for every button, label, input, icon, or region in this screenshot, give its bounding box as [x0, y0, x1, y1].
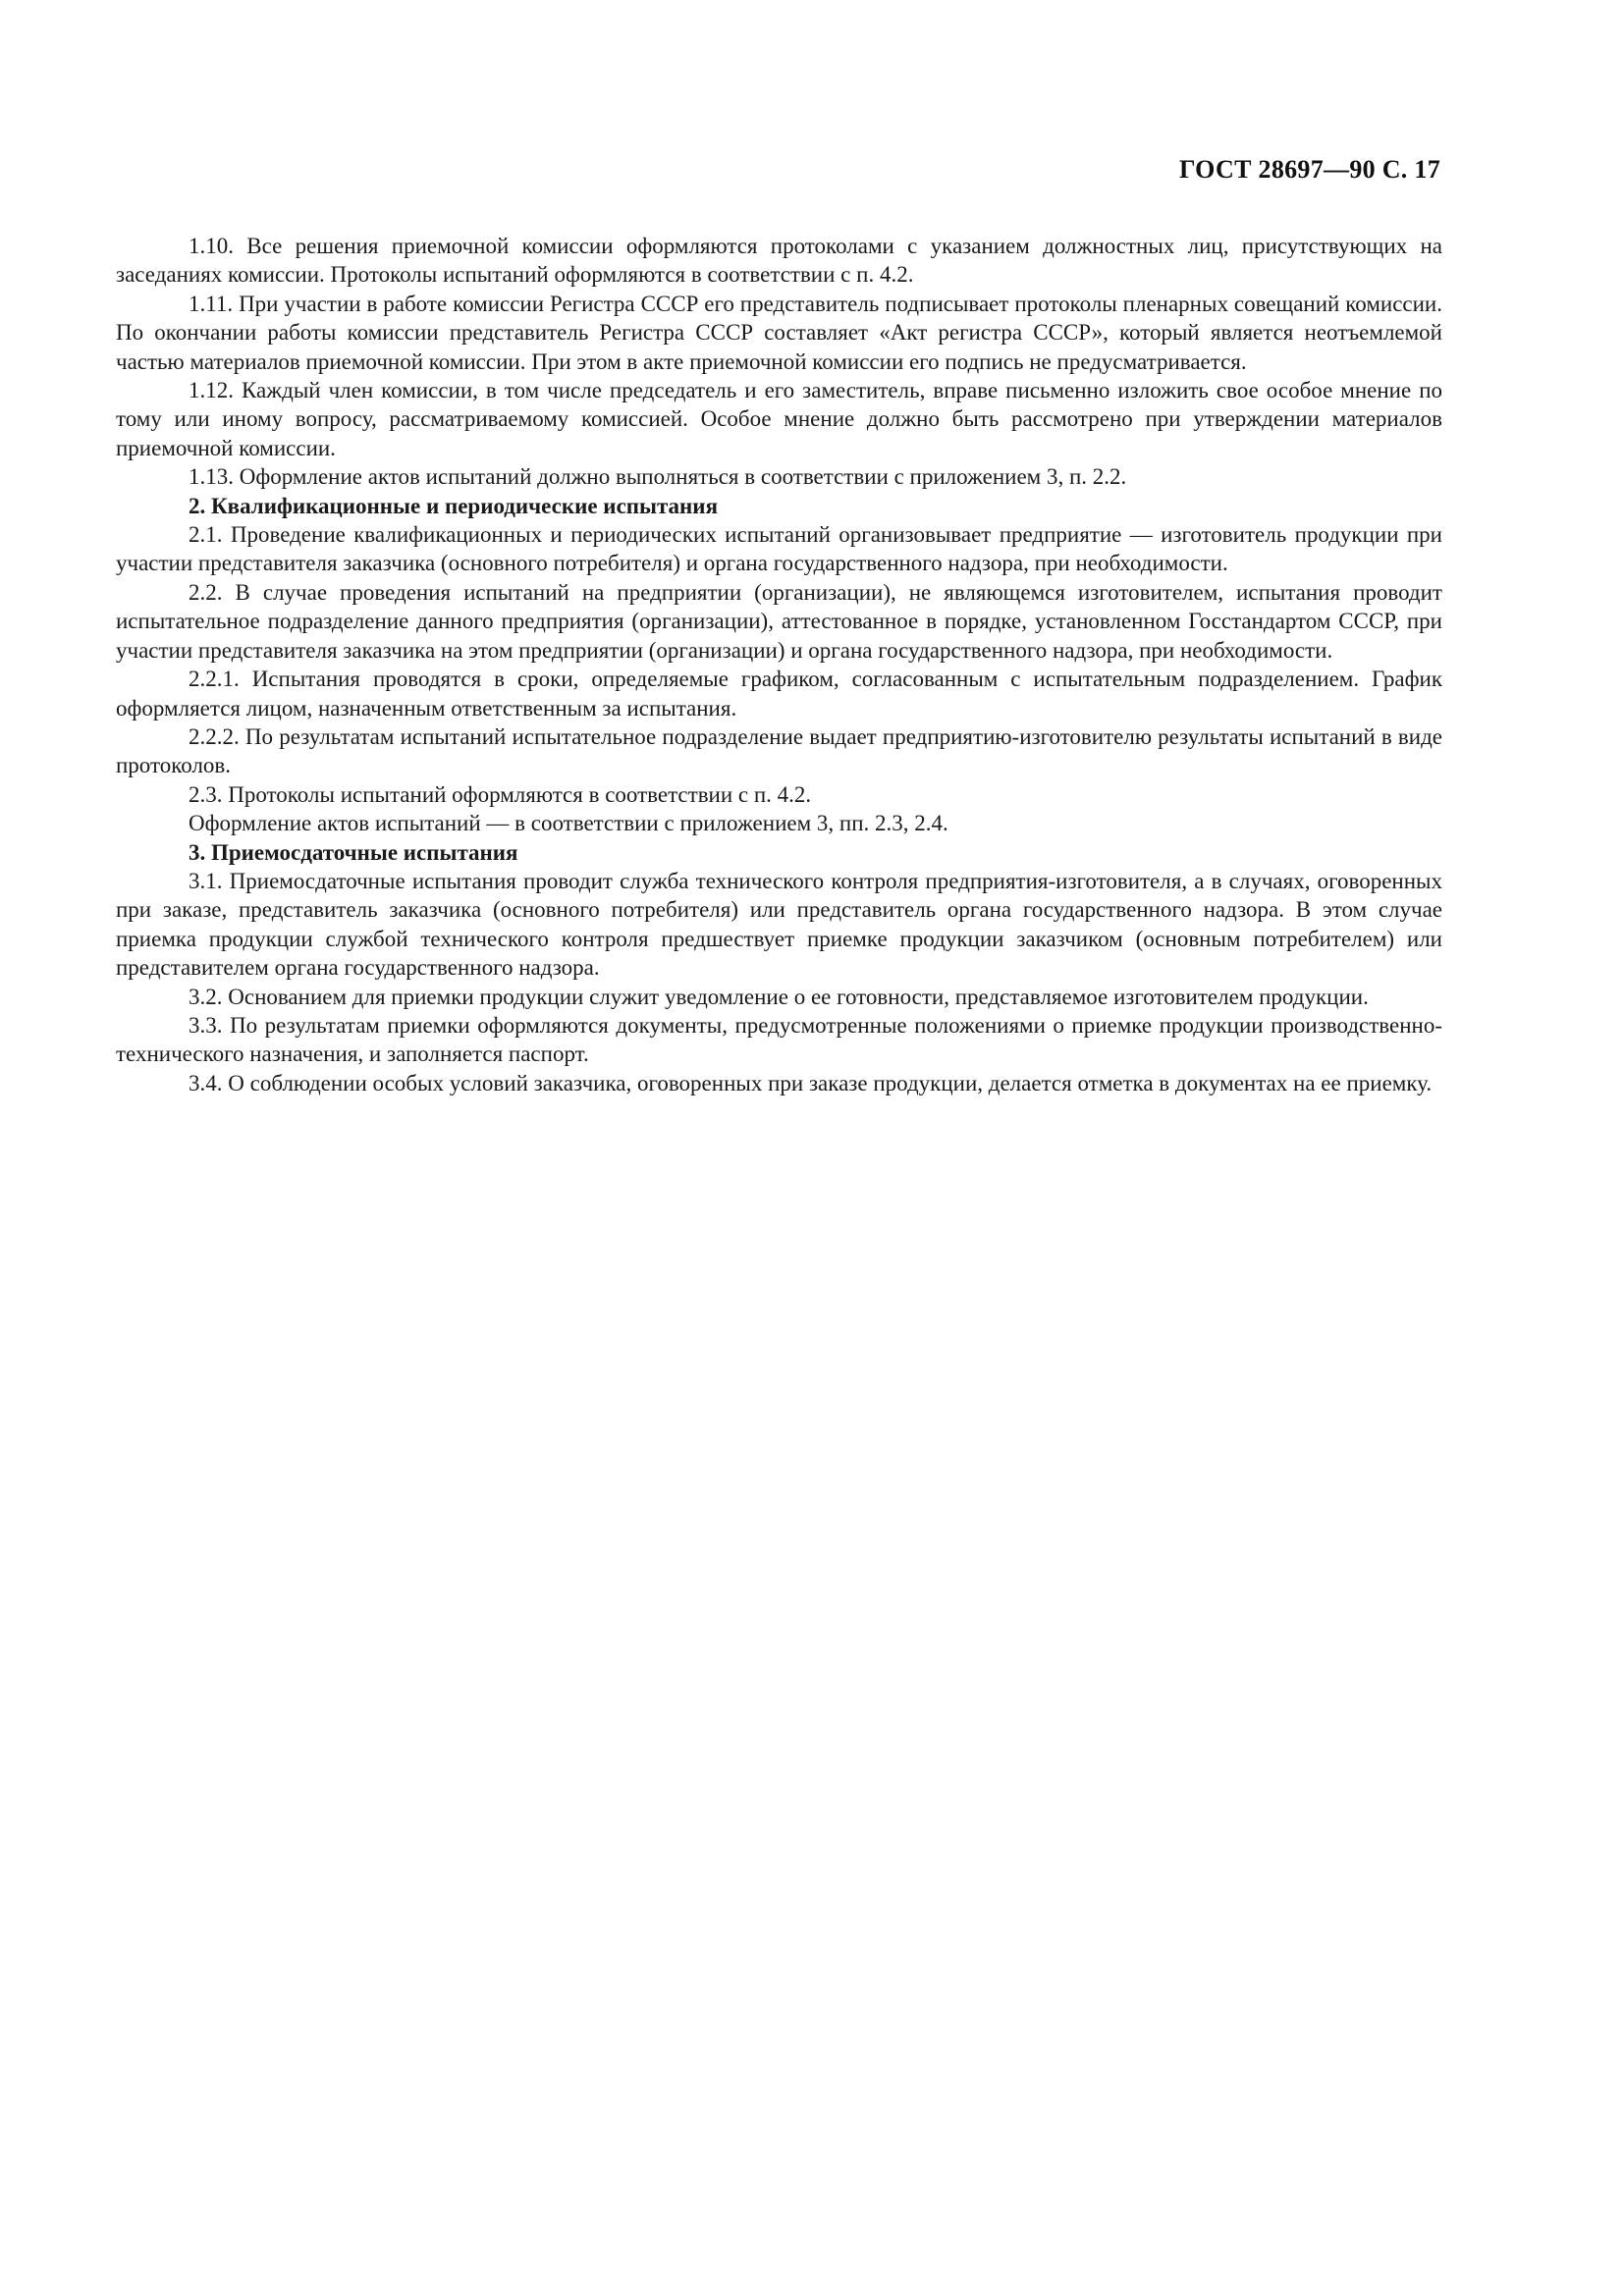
paragraph-3-3: 3.3. По результатам приемки оформляются документы, предусмотренные положениями о приемке продукции производственно-технического назначения, и заполняется паспорт.: [116, 1012, 1442, 1067]
paragraph-1-12: 1.12. Каждый член комиссии, в том числе председатель и его заместитель, вправе письменно изложить свое особое мнение по тому или иному вопросу, рассматриваемому комиссией. Особое мнение должно быть рассмотрено при утверждении материалов приемочной комиссии.: [116, 378, 1442, 460]
running-header: ГОСТ 28697—90 С. 17: [1178, 155, 1440, 184]
paragraph-1-13: 1.13. Оформление актов испытаний должно выполняться в соответствии с приложением 3, п. 2.2.: [189, 464, 1127, 490]
section-heading-3: 3. Приемосдаточные испытания: [189, 839, 518, 865]
paragraph-2-1: 2.1. Проведение квалификационных и периодических испытаний организовывает предприятие — изготовитель продукции при участии представителя заказчика (основного потребителя) и органа государственного надзора, при необходимости.: [116, 522, 1442, 576]
paragraph-2-2-2: 2.2.2. По результатам испытаний испытательное подразделение выдает предприятию-изготовителю результаты испытаний в виде протоколов.: [116, 723, 1442, 778]
paragraph-1-10: 1.10. Все решения приемочной комиссии оформляются протоколами с указанием должностных лиц, присутствующих на заседаниях комиссии. Протоколы испытаний оформляются в соответствии с п. 4.2.: [116, 234, 1442, 288]
paragraph-2-3: 2.3. Протоколы испытаний оформляются в соответствии с п. 4.2.: [189, 781, 812, 807]
document-body: [116, 232, 1442, 1097]
paragraph-2-3-continued: Оформление актов испытаний — в соответствии с приложением 3, пп. 2.3, 2.4.: [189, 811, 948, 836]
paragraph-3-1: 3.1. Приемосдаточные испытания проводит служба технического контроля предприятия-изготовителя, а в случаях, оговоренных при заказе, представитель заказчика (основного потребителя) или представитель органа государственного надзора. В этом случае приемка продукции службой технического контроля предшествует приемке продукции заказчиком (основным потребителем) или представителем органа государственного надзора.: [116, 868, 1442, 981]
paragraph-2-2-1: 2.2.1. Испытания проводятся в сроки, определяемые графиком, согласованным с испытательным подразделением. График оформляется лицом, назначенным ответственным за испытания.: [116, 667, 1442, 721]
paragraph-2-2: 2.2. В случае проведения испытаний на предприятии (организации), не являющемся изготовителем, испытания проводит испытательное подразделение данного предприятия (организации), аттестованное в порядке, установленном Госстандартом СССР, при участии представителя заказчика на этом предприятии (организации) и органа государственного надзора, при необходимости.: [116, 579, 1442, 663]
paragraph-3-2: 3.2. Основанием для приемки продукции служит уведомление о ее готовности, представляемое изготовителем продукции.: [189, 984, 1369, 1009]
paragraph-1-11: 1.11. При участии в работе комиссии Регистра СССР его представитель подписывает протоколы пленарных совещаний комиссии. По окончании работы комиссии представитель Регистра СССР составляет «Акт регистра СССР», который является неотъемлемой частью материалов приемочной комиссии. При этом в акте приемочной комиссии его подпись не предусматривается.: [116, 291, 1442, 374]
section-heading-2: 2. Квалификационные и периодические испытания: [189, 493, 719, 518]
paragraph-3-4: 3.4. О соблюдении особых условий заказчика, оговоренных при заказе продукции, делается отметка в документах на ее приемку.: [189, 1070, 1433, 1095]
